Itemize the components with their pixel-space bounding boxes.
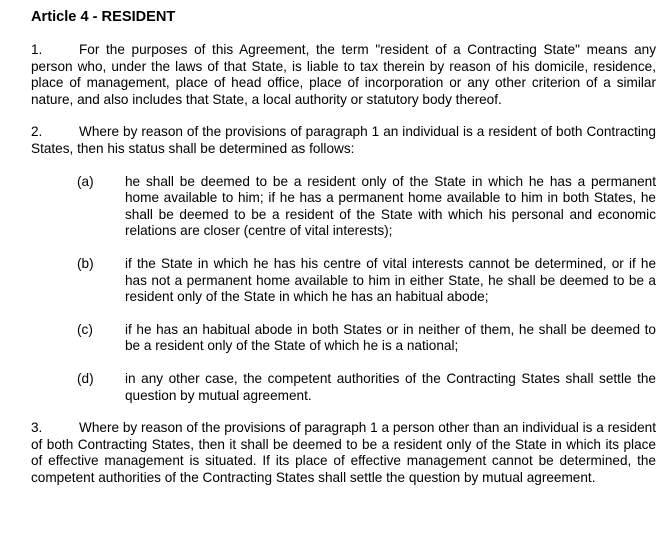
document-page bbox=[31, 8, 656, 502]
paragraph-number: 2. bbox=[31, 124, 43, 140]
subparagraph-label: (d) bbox=[77, 370, 94, 386]
paragraph-number: 3. bbox=[31, 420, 43, 436]
paragraph-text: Where by reason of the provisions of paragraph 1 an individual is a resident of both Contracting States, then his status shall be determined as follows: bbox=[31, 124, 656, 156]
paragraph-number: 1. bbox=[31, 42, 43, 57]
subparagraph-list bbox=[31, 174, 656, 405]
subparagraph-text: he shall be deemed to be a resident only of the State in which he has a permanent home available to him; if he has a permanent home available to him in both States, he shall be deemed to be a resident of the State with which his personal and economic relations are closer (centre of vital interests); bbox=[125, 173, 656, 239]
subparagraph-a bbox=[31, 174, 656, 240]
subparagraph-text: if he has an habitual abode in both States or in neither of them, he shall be deemed to be a resident only of the State of which he is a national; bbox=[125, 321, 656, 354]
subparagraph-text: if the State in which he has his centre of vital interests cannot be determined, or if he has not a permanent home available to him in either State, he shall be deemed to be a resident only of the State in which he has an habitual abode; bbox=[125, 255, 656, 305]
subparagraph-label: (b) bbox=[77, 255, 94, 271]
subparagraph-d bbox=[31, 371, 656, 404]
paragraph-2 bbox=[31, 124, 656, 157]
subparagraph-c bbox=[31, 322, 656, 355]
subparagraph-b bbox=[31, 256, 656, 306]
article-title: Article 4 - RESIDENT bbox=[31, 9, 176, 25]
subparagraph-label: (a) bbox=[77, 173, 94, 189]
paragraph-text: For the purposes of this Agreement, the term "resident of a Contracting State" means any person who, under the laws of that State, is liable to tax therein by reason of his domicile, residence, place of management, place of head office, place of incorporation or any other criterion of a similar nature, and also includes that State, a local authority or statutory body thereof. bbox=[31, 42, 656, 107]
paragraph-3 bbox=[31, 420, 656, 486]
subparagraph-label: (c) bbox=[77, 321, 93, 337]
paragraph-1 bbox=[31, 42, 656, 108]
subparagraph-text: in any other case, the competent authorities of the Contracting States shall settle the question by mutual agreement. bbox=[125, 370, 656, 403]
paragraph-text: Where by reason of the provisions of paragraph 1 a person other than an individual is a resident of both Contracting States, then it shall be deemed to be a resident only of the State in which its place of effective management is situated. If its place of effective management cannot be determined, the competent authorities of the Contracting States shall settle the question by mutual agreement. bbox=[31, 420, 656, 485]
